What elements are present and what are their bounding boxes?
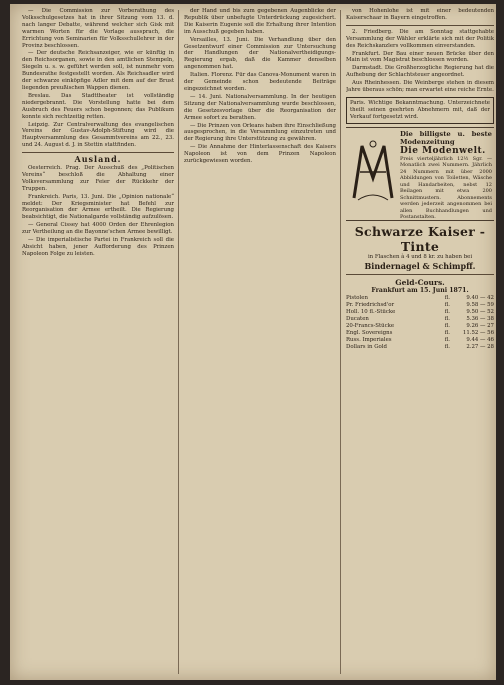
table-row xyxy=(346,316,494,323)
ink-ad-title: Schwarze Kaiser - Tinte xyxy=(354,223,486,254)
article-paragraph: Versailles, 13. Juni. Die Verhandlung über den Gesetzentwurf einer Commission zur Untersuchung der Handlungen der Nationalvertheidigungs-Regierung ergab, daß die Kammer denselben angenommen hat. xyxy=(184,36,336,71)
fashion-monogram-icon xyxy=(348,138,398,204)
ink-ad-subtitle: in Flaschen à 4 und 8 kr. zu haben bei xyxy=(367,253,473,260)
column-2 xyxy=(184,8,336,676)
rate-label: Russ. Imperiales xyxy=(346,336,392,343)
rate-currency: fl. xyxy=(444,336,450,343)
rate-label: Ducaten xyxy=(346,315,369,322)
rate-currency: fl. xyxy=(444,315,450,322)
divider xyxy=(346,25,494,26)
modenwelt-ad xyxy=(346,127,494,221)
article-paragraph: — Die Annahme der Hinterlassenschaft des Kaisers Napoleon ist von dem Prinzen Napoleon zurückgewiesen worden. xyxy=(184,144,336,165)
rate-currency: fl. xyxy=(444,322,450,329)
article-paragraph: Aus Rheinhessen. Die Weinberge stehen in diesem Jahre überaus schön; man erwartet eine reiche Ernte. xyxy=(346,80,494,94)
modenwelt-title: Die Modenwelt. xyxy=(400,145,486,156)
rate-currency: fl. xyxy=(444,294,450,301)
rate-currency: fl. xyxy=(444,308,450,315)
column-rule xyxy=(340,10,341,674)
rate-label: Engl. Sovereigns xyxy=(346,329,393,336)
rate-value: 5.36 — 38 xyxy=(466,315,494,322)
column-1 xyxy=(22,8,174,676)
column-3 xyxy=(346,8,494,676)
article-paragraph: 2. Friedberg. Die am Sonntag stattgehabte Versammlung der Wähler erklärte sich mit der Politik des Reichskanzlers vollkommen einverstanden. xyxy=(346,28,494,49)
article-paragraph: — Die Commission zur Vorberathung des Volksschulgesetzes hat in ihrer Sitzung vom 13. d. nach langer Debatte, während welcher sich Gisk mit warmen Worten für die Vorlage aussprach, die Errichtung von Seminarien für Volksschullehrer in der Provinz beschlossen. xyxy=(22,8,174,49)
table-row xyxy=(346,344,494,351)
article-paragraph: Frankfurt. Der Bau einer neuen Brücke über den Main ist vom Magistrat beschlossen worden. xyxy=(346,50,494,64)
newspaper-page xyxy=(10,4,496,680)
modenwelt-head: Die billigste u. beste Modenzeitung xyxy=(400,129,492,146)
rate-value: 2.27 — 28 xyxy=(466,343,494,350)
article-paragraph: — Der deutsche Reichsanzeiger, wie er künftig in den Reichsorganen, sowie in den amtlichen Stempeln, Siegeln u. s. w. geführt werden soll, ist nunmehr vom Bundesrathe festgestellt worden. Als Reichsadler wird der schwarze einköpfige Adler mit dem auf der Brust liegenden preußischen Wappen dienen. xyxy=(22,50,174,91)
exchange-rates-title: Geld-Cours. xyxy=(395,277,445,287)
rate-currency: fl. xyxy=(444,343,450,350)
rate-label: Pr. Friedrichsd'or xyxy=(346,301,395,308)
rate-label: Holl. 10 fl.-Stücke xyxy=(346,308,396,315)
section-heading-foreign: Ausland. xyxy=(74,154,122,165)
table-row xyxy=(346,337,494,344)
rate-value: 9.58 — 59 xyxy=(466,301,494,308)
rate-value: 9.26 — 27 xyxy=(466,322,494,329)
article-paragraph: — Die Prinzen von Orleans haben ihre Einschließung ausgesprochen, in die Versammlung einzutreten und der Regierung ihre Unterstützung zu gewähren. xyxy=(184,122,336,143)
table-row xyxy=(346,323,494,330)
modenwelt-body: Preis vierteljährlich 12½ Sgr. — Monatlich zwei Nummern. Jährlich 24 Nummern mit über 2000 Abbildungen von Toiletten, Wäsche und Handarbeiten, nebst 12 Beilagen mit etwa 200 Schnittmustern. Abonnements werden jederzeit angenommen bei allen Buchhandlungen und Postanstalten. xyxy=(400,155,492,221)
notice-ad xyxy=(346,97,494,124)
rate-value: 11.52 — 56 xyxy=(462,329,494,336)
article-paragraph: Italien. Florenz. Für das Canova-Monument waren in der Gemeinde schon bedeutende Beiträge eingezeichnet worden. xyxy=(184,72,336,92)
table-row xyxy=(346,302,494,309)
article-paragraph: der Hand und bis zum gegebenen Augenblicke der Republik über unbefugte Unterdrückung zugesichert. Die Kaiserin Eugenie soll die Erhaltung ihrer Intention im Ausschuß gegeben haben. xyxy=(184,8,336,35)
article-paragraph: Frankreich. Paris, 13. Juni. Die „Opinion nationale“ meldet: Der Kriegsminister hat Befehl zur Reorganisation der Armee ertheilt. Die Regierung beabsichtigt, die Nationalgarde vollständig aufzulösen. xyxy=(22,193,174,221)
article-paragraph: von Hohenlohe ist mit einer bedeutenden Kaiserschaar in Bayern eingetroffen. xyxy=(346,8,494,21)
article-paragraph: Oesterreich. Prag. Der Ausschuß des „Politischen Vereins“ beschloß die Abhaltung einer Volksversammlung zur Feier der Rückkehr der Truppen. xyxy=(22,165,174,192)
article-paragraph: — Die imperialistische Partei in Frankreich soll die Absicht haben, jener Aufforderung des Prinzen Napoleon Folge zu leisten. xyxy=(22,237,174,257)
divider xyxy=(346,274,494,275)
rate-currency: fl. xyxy=(444,301,450,308)
article-paragraph: — General Cissey hat 4000 Orden der Ehrenlegion zur Vertheilung an die Bayonne'schen Armee bewilligt. xyxy=(22,222,174,236)
rate-label: Pistolen xyxy=(346,294,368,301)
rate-label: 20-Francs-Stücke xyxy=(346,322,395,329)
article-paragraph: Leipzig. Zur Centralverwaltung des evangelischen Vereins der Gustav-Adolph-Stiftung wird die Hauptversammlung des Gesammtvereins am 22., 23. und 24. August d. J. in Stettin stattfinden. xyxy=(22,121,174,149)
rate-currency: fl. xyxy=(444,329,450,336)
article-paragraph: Breslau. Das Stadttheater ist vollständig niedergebrannt. Die Vorstellung hatte bei dem Ausbruch des Feuers schon begonnen; das Publikum konnte sich rechtzeitig retten. xyxy=(22,92,174,120)
table-row xyxy=(346,309,494,316)
table-row xyxy=(346,295,494,302)
rate-label: Dollars in Gold xyxy=(346,343,387,350)
exchange-rates-date: Frankfurt am 15. Juni 1871. xyxy=(371,286,469,294)
ink-ad-firm: Bindernagel & Schimpff. xyxy=(364,260,476,271)
rate-value: 9.40 — 42 xyxy=(466,294,494,301)
rate-value: 9.44 — 46 xyxy=(466,336,494,343)
article-paragraph: — 14. Juni. Nationalversammlung. In der heutigen Sitzung der Nationalversammlung wurde beschlossen, die Gesetzesvorlage über die Reorganisation der Armee sofort zu berathen. xyxy=(184,93,336,121)
rate-value: 9.50 — 52 xyxy=(466,308,494,315)
column-rule xyxy=(178,10,179,674)
table-row xyxy=(346,330,494,337)
exchange-rates-table xyxy=(346,295,494,351)
notice-text: Paris. Wichtige Bekanntmachung. Unterzeichnete theilt seinen geehrten Abnehmern mit, daß der Verkauf fortgesetzt wird. xyxy=(350,99,490,120)
divider xyxy=(22,152,174,153)
article-paragraph: Darmstadt. Die Großherzogliche Regierung hat die Aufhebung der Schlachtsteuer angeordnet. xyxy=(346,65,494,79)
